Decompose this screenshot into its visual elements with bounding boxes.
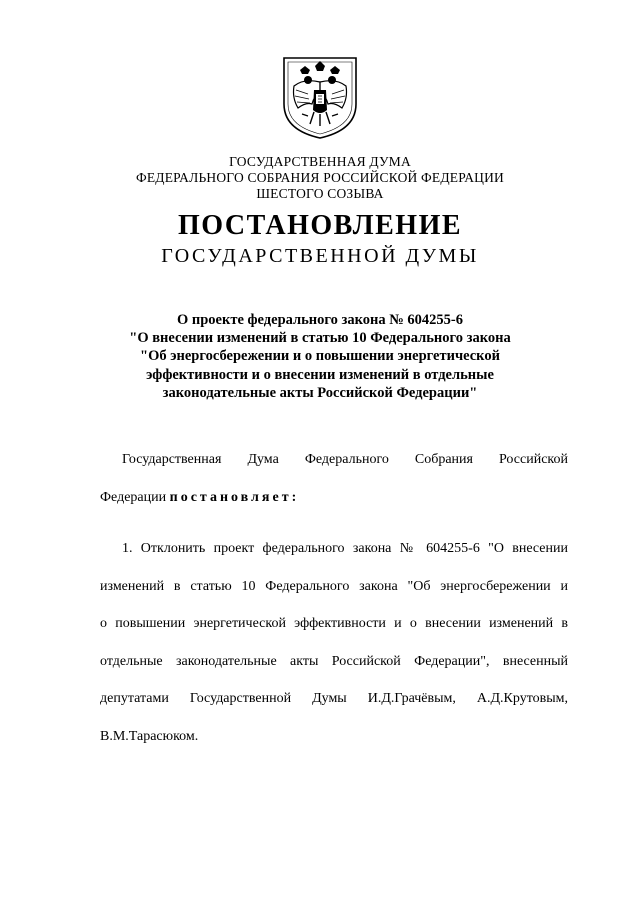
subject-line: О проекте федерального закона № 604255-6 [176,312,464,328]
document-type-title: ПОСТАНОВЛЕНИЕ [177,210,463,241]
item-line: о повышении энергетической эффективности и о внесении изменений в [100,616,568,632]
org-line-1: ГОСУДАРСТВЕННАЯ ДУМА [229,154,411,169]
emblem [278,52,362,142]
preamble-line [100,479,568,517]
item-1-paragraph [100,530,568,756]
organization-header [0,154,640,202]
subject-line: "Об энергосбережении и о повышении энергетической [140,348,500,365]
russian-coat-of-arms-icon [278,52,362,142]
item-line: депутатами Государственной Думы И.Д.Грачёвым, А.Д.Крутовым, [100,691,568,707]
subject-line: эффективности и о внесении изменений в отдельные [146,366,494,383]
item-line: В.М.Тарасюком. [100,728,199,744]
item-line: отдельные законодательные акты Российской Федерации", внесенный [100,653,568,669]
resolves-keyword: постановляет: [169,489,300,505]
subject-line: "О внесении изменений в статью 10 Федерального закона [129,330,511,347]
document-type-subtitle: ГОСУДАРСТВЕННОЙ ДУМЫ [161,245,479,267]
org-line-3: ШЕСТОГО СОЗЫВА [256,186,384,201]
item-line: 1. Отклонить проект федерального закона № 604255-6 "О внесении [122,541,568,556]
document-subject [0,311,640,402]
preamble-paragraph [100,441,568,516]
subject-line: законодательные акты Российской Федерации" [162,384,478,401]
item-line: изменений в статью 10 Федерального закона "Об энергосбережении и [100,578,568,594]
preamble-line-prefix: Федерации [100,489,170,505]
org-line-2: ФЕДЕРАЛЬНОГО СОБРАНИЯ РОССИЙСКОЙ ФЕДЕРАЦИИ [136,170,504,185]
preamble-line: Государственная Дума Федерального Собрания Российской [122,452,568,467]
